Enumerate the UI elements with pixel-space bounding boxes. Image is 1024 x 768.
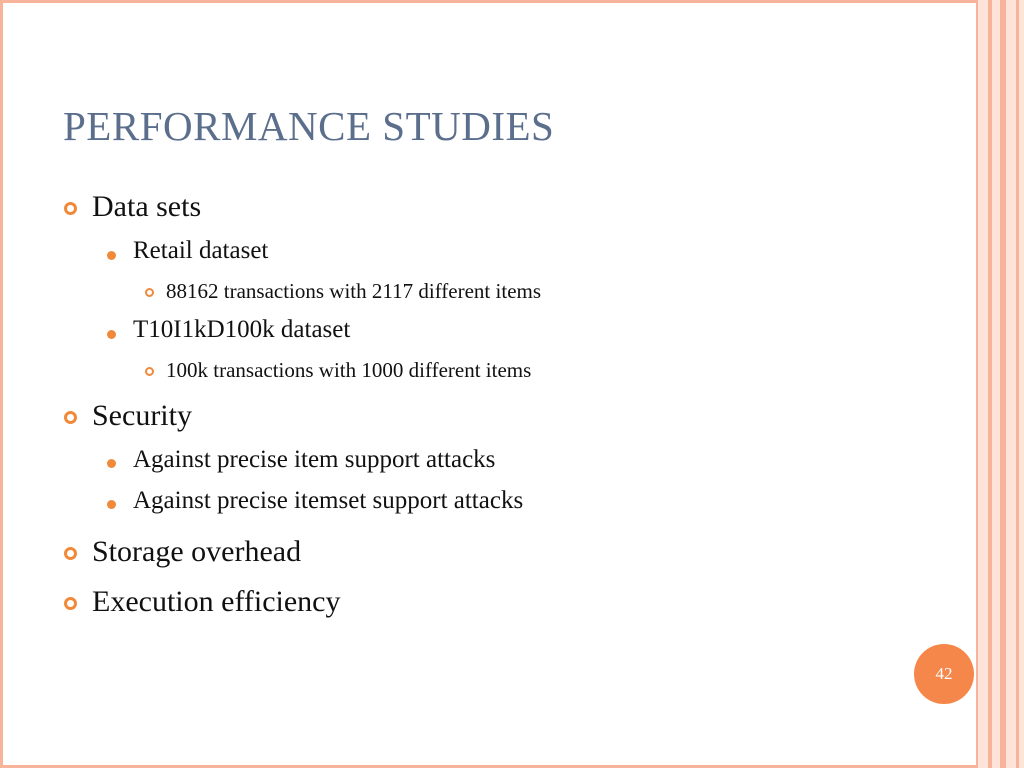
dot-bullet-icon — [107, 500, 116, 509]
ring-bullet-icon — [64, 411, 77, 424]
slide-border-left — [0, 0, 3, 768]
slide-border-top — [0, 0, 1024, 3]
dot-bullet-icon — [107, 251, 116, 260]
page-number-badge — [914, 644, 974, 704]
ring-bullet-icon — [145, 288, 154, 297]
decorative-stripe — [992, 0, 1000, 768]
dot-bullet-icon — [107, 330, 116, 339]
ring-bullet-icon — [64, 547, 77, 560]
bullet-item-attacks: Against precise item support attacks — [133, 446, 496, 473]
slide-title: PERFORMANCE STUDIES — [63, 103, 555, 149]
ring-bullet-icon — [64, 202, 77, 215]
bullet-security: Security — [92, 399, 192, 432]
bullet-t10-dataset: T10I1kD100k dataset — [133, 316, 351, 343]
bullet-storage-overhead: Storage overhead — [92, 535, 302, 568]
bullet-retail-dataset: Retail dataset — [133, 237, 269, 264]
decorative-stripe — [1019, 0, 1024, 768]
decorative-stripe — [1006, 0, 1016, 768]
decorative-stripe — [978, 0, 988, 768]
bullet-itemset-attacks: Against precise itemset support attacks — [133, 487, 524, 514]
bullet-retail-detail: 88162 transactions with 2117 different items — [166, 279, 542, 303]
ring-bullet-icon — [64, 597, 77, 610]
ring-bullet-icon — [145, 367, 154, 376]
bullet-t10-detail: 100k transactions with 1000 different items — [166, 358, 532, 382]
page-number: 42 — [935, 664, 953, 683]
bullet-execution-efficiency: Execution efficiency — [92, 585, 341, 618]
bullet-data-sets: Data sets — [92, 190, 202, 223]
dot-bullet-icon — [107, 459, 116, 468]
